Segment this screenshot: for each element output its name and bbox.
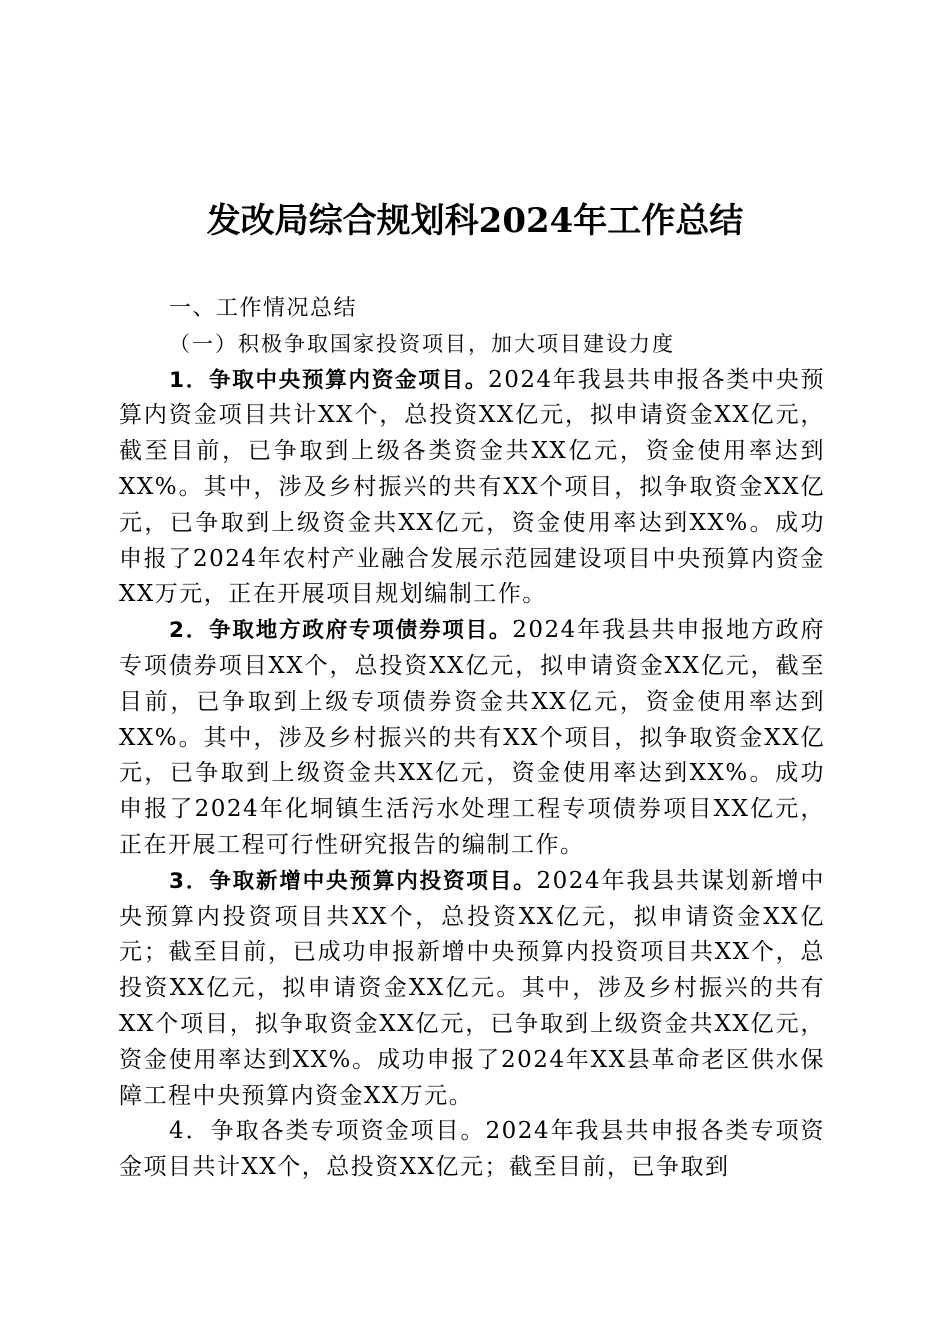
item-3-text: 2024年我县共谋划新增中央预算内投资项目共XX个，总投资XX亿元，拟申请资金XX亿元；截至目前，已成功申报新增中央预算内投资项目共XX个，总投资XX亿元，拟申请资金XX亿元。其中，涉及乡村振兴的共有XX个项目，拟争取资金XX亿元，已争取到上级资金共XX亿元，资金使用率达到XX%。成功申报了2024年XX县革命老区供水保障工程中央预算内资金XX万元。	[119, 867, 825, 1109]
paragraph-item-2	[119, 613, 825, 864]
item-1-text: 2024年我县共申报各类中央预算内资金项目共计XX个，总投资XX亿元，拟申请资金XX亿元，截至目前，已争取到上级各类资金共XX亿元，资金使用率达到XX%。其中，涉及乡村振兴的共有XX个项目，拟争取资金XX亿元，已争取到上级资金共XX亿元，资金使用率达到XX%。成功申报了2024年农村产业融合发展示范园建设项目中央预算内资金XX万元，正在开展项目规划编制工作。	[119, 366, 825, 608]
subsection-heading: （一）积极争取国家投资项目，加大项目建设力度	[169, 331, 675, 356]
document-body	[119, 291, 825, 1186]
paragraph-item-1	[119, 363, 825, 614]
item-3-heading: 3．争取新增中央预算内投资项目。	[169, 868, 537, 894]
paragraph-item-4	[119, 1114, 825, 1186]
item-2-text: 2024年我县共申报地方政府专项债券项目XX个，总投资XX亿元，拟申请资金XX亿元，截至目前，已争取到上级专项债券资金共XX亿元，资金使用率达到XX%。其中，涉及乡村振兴的共有XX个项目，拟争取资金XX亿元，已争取到上级资金共XX亿元，资金使用率达到XX%。成功申报了2024年化垌镇生活污水处理工程专项债券项目XX亿元，正在开展工程可行性研究报告的编制工作。	[119, 617, 825, 858]
item-2-heading: 2．争取地方政府专项债券项目。	[169, 618, 513, 644]
document-title: 发改局综合规划科2024年工作总结	[206, 201, 744, 241]
paragraph-item-3	[119, 864, 825, 1115]
section-heading: 一、工作情况总结	[169, 296, 358, 321]
item-4-text: 4．争取各类专项资金项目。2024年我县共申报各类专项资金项目共计XX个，总投资XX亿元；截至目前，已争取到	[119, 1118, 825, 1181]
item-1-heading: 1．争取中央预算内资金项目。	[169, 367, 489, 393]
